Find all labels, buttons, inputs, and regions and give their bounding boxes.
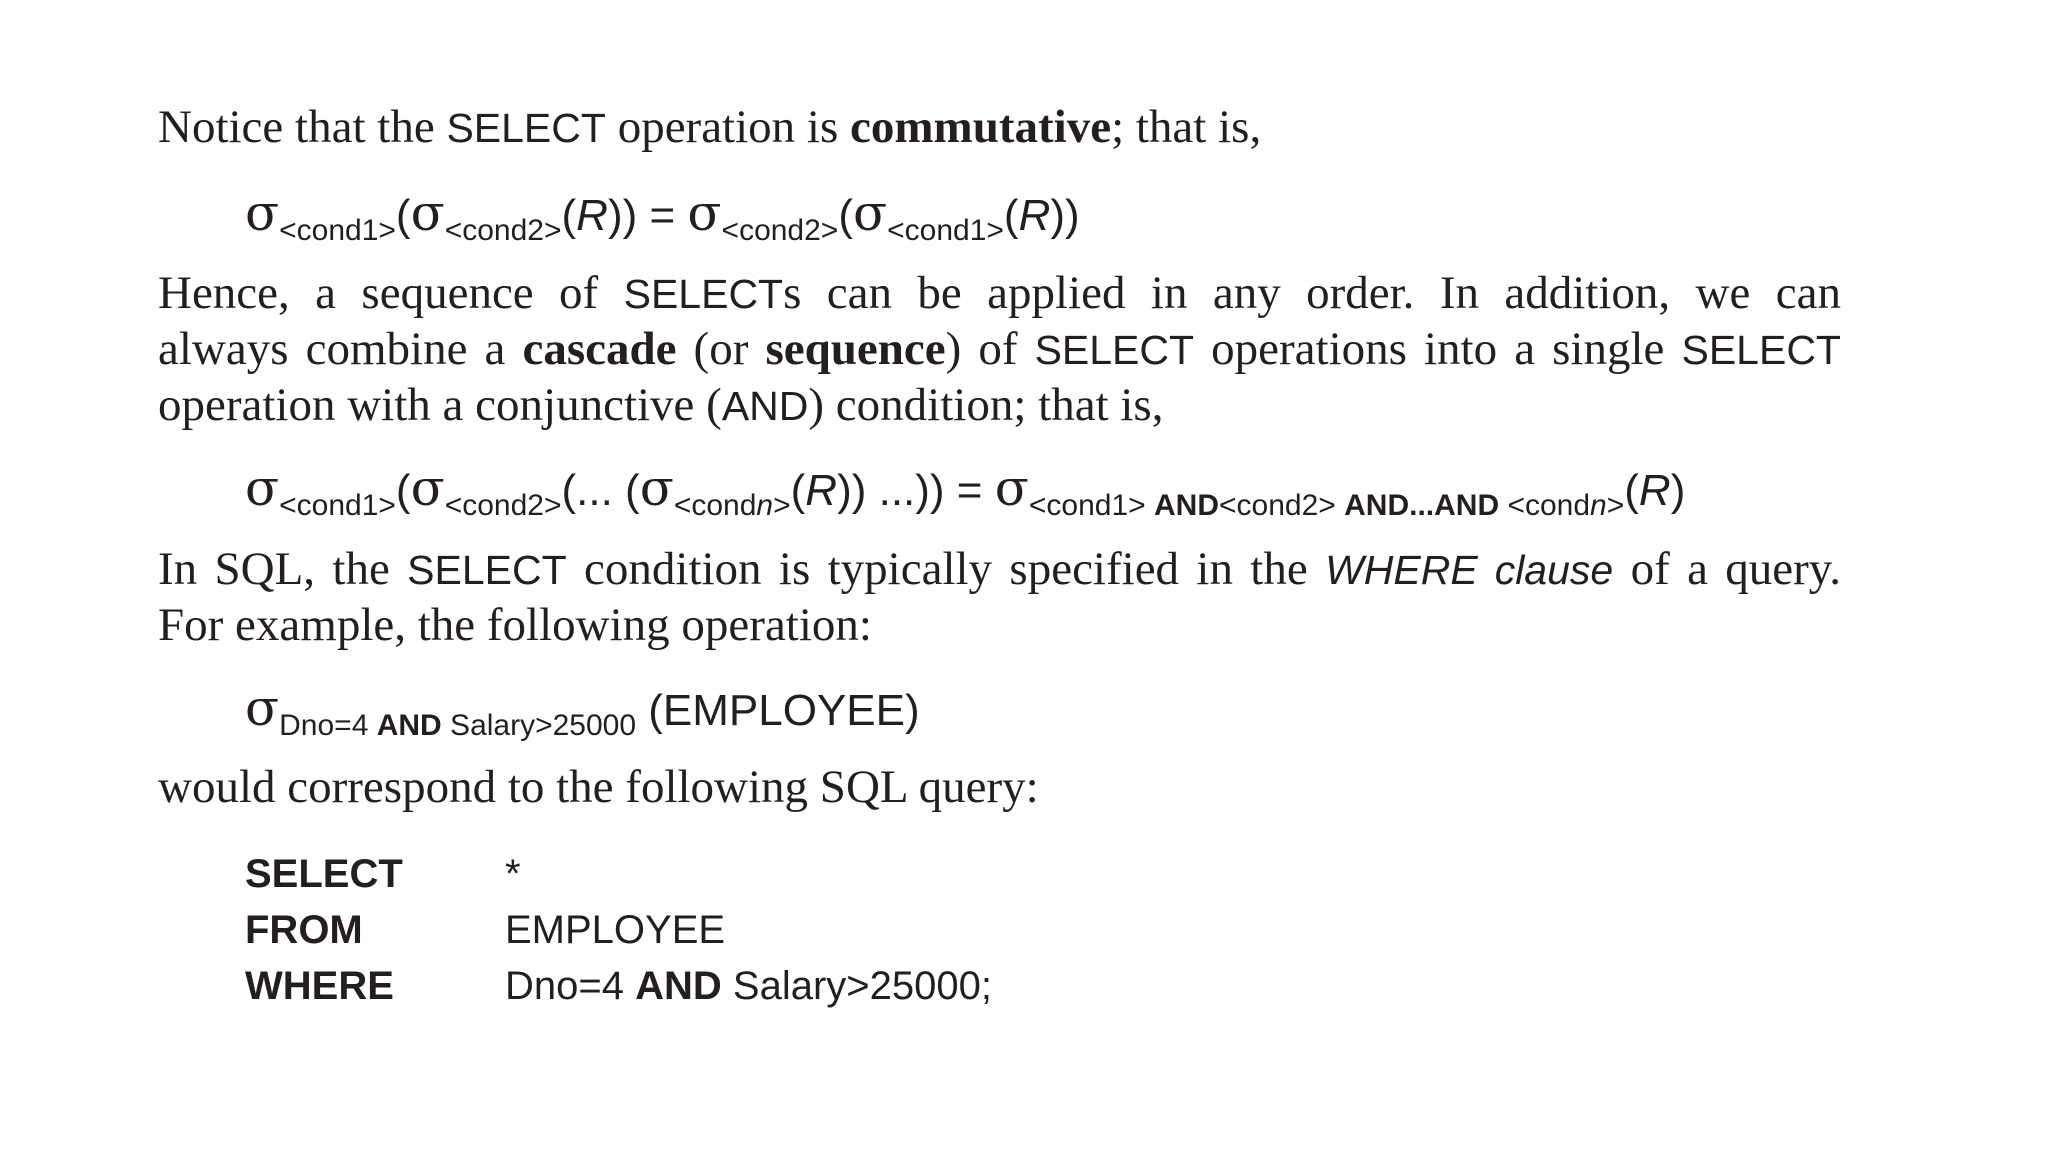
term-commutative: commutative [850,101,1112,153]
paragraph-cascade [158,266,1841,434]
relation-r: R [1018,191,1051,240]
paren: ( [790,466,806,515]
text: Hence, a sequence of [158,267,624,319]
formula-commutativity [245,183,1080,251]
paren: ( [1003,191,1019,240]
keyword-select: SELECT [446,105,606,151]
keyword-select: SELECT [407,547,567,593]
subscript [279,709,636,742]
sql-value: Dno=4 [505,964,636,1008]
paren: )) [1050,191,1080,240]
text: operation with a conjunctive ( [158,379,722,431]
text: > [773,489,791,522]
paren: ( [1624,466,1639,515]
paragraph-sql-query-intro: would correspond to the following SQL query: [158,761,1039,813]
paren: ( [395,191,411,240]
paren: ( [395,466,411,515]
sql-value: Salary>25000; [721,964,992,1008]
sigma-symbol: σ [639,459,674,517]
text: ) of [945,323,1035,375]
sql-row-select [245,846,992,902]
sql-keyword: WHERE [245,964,394,1008]
sql-keyword: SELECT [245,852,403,896]
text: always combine a [158,323,523,375]
text: n [1590,489,1607,522]
sigma-symbol: σ [994,459,1029,517]
paren: ( [561,191,577,240]
paren: )) [607,191,638,240]
text: Salary>25000 [441,709,637,742]
relation-employee: (EMPLOYEE) [636,686,920,735]
text: > [1606,489,1625,522]
relation-r: R [1638,466,1671,515]
sql-keyword-and: AND [635,964,722,1008]
subscript: <cond1> [279,214,396,247]
formula-cascade [245,458,1685,526]
keyword-select: SELECT [623,271,784,317]
text: operation is [605,101,851,153]
paragraph-sql-where [158,542,1841,653]
text: ; that is, [1111,101,1262,153]
subscript: <cond2> [444,214,562,247]
text: Notice that the [158,101,447,153]
sigma-symbol: σ [852,184,888,242]
paragraph-commutative [158,100,1841,156]
paragraph-line: For example, the following operation: [158,599,872,651]
equals: = [637,191,688,240]
paragraph-line [158,266,1841,322]
text: of a query. [1613,543,1841,595]
keyword-and: AND [721,383,809,429]
subscript: <cond1> [279,489,396,522]
paren: ( [838,191,853,240]
keyword-and: AND [376,709,442,742]
sigma-symbol: σ [245,184,280,242]
term-cascade: cascade [522,323,677,375]
ellipsis: )) ...)) = [837,466,995,515]
text: (or [676,323,766,375]
subscript [1029,489,1624,522]
paragraph-line [158,542,1841,598]
paragraph-line [158,322,1841,378]
sql-keyword: FROM [245,908,363,952]
sql-query-block [245,846,992,1014]
paren: ) [1670,466,1686,515]
text: <cond2> [1219,489,1345,522]
text: <cond [1499,489,1591,522]
text: condition is typically specified in the [566,543,1326,595]
text: In SQL, the [158,543,408,595]
sigma-symbol: σ [410,184,445,242]
text: s can be applied in any order. In addition, we can [783,267,1841,319]
term-sequence: sequence [765,323,946,375]
relation-r: R [576,191,608,240]
sigma-symbol: σ [245,459,280,517]
sql-row-from [245,902,992,958]
text: operations into a single [1194,323,1682,375]
keyword-select: SELECT [1034,327,1195,373]
text: <cond [673,489,757,522]
sigma-symbol: σ [245,679,280,737]
keyword-and: AND...AND [1344,489,1500,522]
text: <cond1> [1028,489,1154,522]
subscript [674,489,791,522]
keyword-select: SELECT [1681,327,1841,373]
sql-value: * [505,852,521,896]
sql-value: EMPLOYEE [505,908,726,952]
sigma-symbol: σ [687,184,722,242]
sql-row-where [245,958,992,1014]
subscript: <cond2> [721,214,839,247]
relation-r: R [805,466,838,515]
sigma-symbol: σ [410,459,445,517]
keyword-and: AND [1154,489,1219,522]
subscript: <cond1> [887,214,1004,247]
text: ) condition; that is, [808,379,1164,431]
text: n [756,489,774,522]
ellipsis: (... ( [561,466,640,515]
formula-example [245,678,920,746]
term-where-clause: WHERE clause [1325,547,1614,593]
text: Dno=4 [279,709,377,742]
subscript: <cond2> [444,489,562,522]
paragraph-line [158,378,1841,434]
